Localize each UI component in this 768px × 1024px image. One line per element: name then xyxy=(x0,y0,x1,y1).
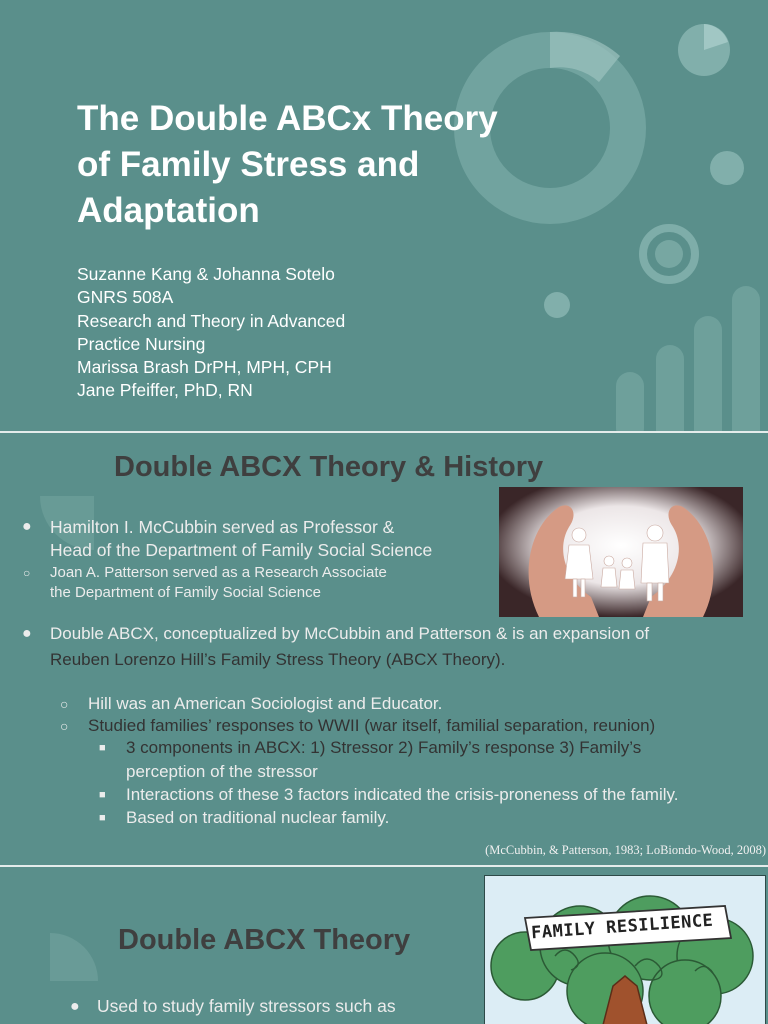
sub-bullet-text: the Department of Family Social Science xyxy=(50,584,321,601)
square-bullet-icon: ■ xyxy=(99,789,106,801)
author-line: Research and Theory in Advanced xyxy=(77,310,346,331)
pie-circle-mid xyxy=(710,151,744,185)
bullet-text: Double ABCX, conceptualized by McCubbin and Patterson & is an expansion of xyxy=(50,624,650,643)
sub-bullet-text: Joan A. Patterson served as a Research Associate xyxy=(50,564,387,581)
sub-sub-bullet-text: perception of the stressor xyxy=(126,762,318,781)
bullet-text: Reuben Lorenzo Hill’s Family Stress Theory (ABCX Theory). xyxy=(50,650,506,669)
citation: (McCubbin, & Patterson, 1983; LoBiondo-Wood, 2008) xyxy=(485,843,766,857)
theory-slide xyxy=(0,867,768,1024)
bullet-icon: ● xyxy=(22,518,32,535)
sub-sub-bullet-text: Interactions of these 3 factors indicated the crisis-proneness of the family. xyxy=(126,785,679,804)
tree-illustration xyxy=(485,876,765,1024)
bar-3 xyxy=(694,316,722,431)
title-slide xyxy=(0,0,768,431)
circle-bullet-icon: ○ xyxy=(60,718,69,734)
bullet-text: Head of the Department of Family Social Science xyxy=(50,540,433,560)
author-line: Suzanne Kang & Johanna Sotelo xyxy=(77,264,335,284)
hands-family-photo xyxy=(499,487,743,617)
author-line: Marissa Brash DrPH, MPH, CPH xyxy=(77,357,332,378)
bullet-text: Used to study family stressors such as xyxy=(97,996,396,1016)
title-line: Adaptation xyxy=(77,191,260,230)
title-line: of Family Stress and xyxy=(77,145,420,184)
sub-sub-bullet-text: Based on traditional nuclear family. xyxy=(126,808,390,827)
circle-bullet-icon: ○ xyxy=(23,566,31,580)
square-bullet-icon: ■ xyxy=(99,812,106,824)
square-bullet-icon: ■ xyxy=(99,742,106,754)
bullet-icon: ● xyxy=(22,625,32,642)
title-line: The Double ABCx Theory xyxy=(77,99,498,138)
sub-bullet-text: Hill was an American Sociologist and Educator. xyxy=(88,694,443,713)
slide-heading: Double ABCX Theory xyxy=(118,924,411,956)
slide-title xyxy=(77,96,577,234)
slide-heading: Double ABCX Theory & History xyxy=(114,451,544,483)
author-block xyxy=(77,263,345,403)
sub-bullet-text: Studied families’ responses to WWII (war itself, familial separation, reunion) xyxy=(88,716,656,735)
bullet-text: Hamilton I. McCubbin served as Professor & xyxy=(50,517,395,537)
dot-circle xyxy=(544,292,570,318)
author-line: Practice Nursing xyxy=(77,333,206,354)
family-resilience-image xyxy=(484,875,766,1024)
image-caption: FAMILY RESILIENCE xyxy=(530,910,714,944)
bar-1 xyxy=(616,372,644,431)
bullet-icon: ● xyxy=(70,998,80,1015)
bar-2 xyxy=(656,345,684,431)
author-line: Jane Pfeiffer, PhD, RN xyxy=(77,380,253,401)
author-line: GNRS 508A xyxy=(77,287,174,308)
sub-sub-bullet-text: 3 components in ABCX: 1) Stressor 2) Family’s response 3) Family’s xyxy=(126,738,642,757)
bar-4 xyxy=(732,286,760,431)
circle-bullet-icon: ○ xyxy=(60,696,69,712)
history-slide xyxy=(0,433,768,865)
